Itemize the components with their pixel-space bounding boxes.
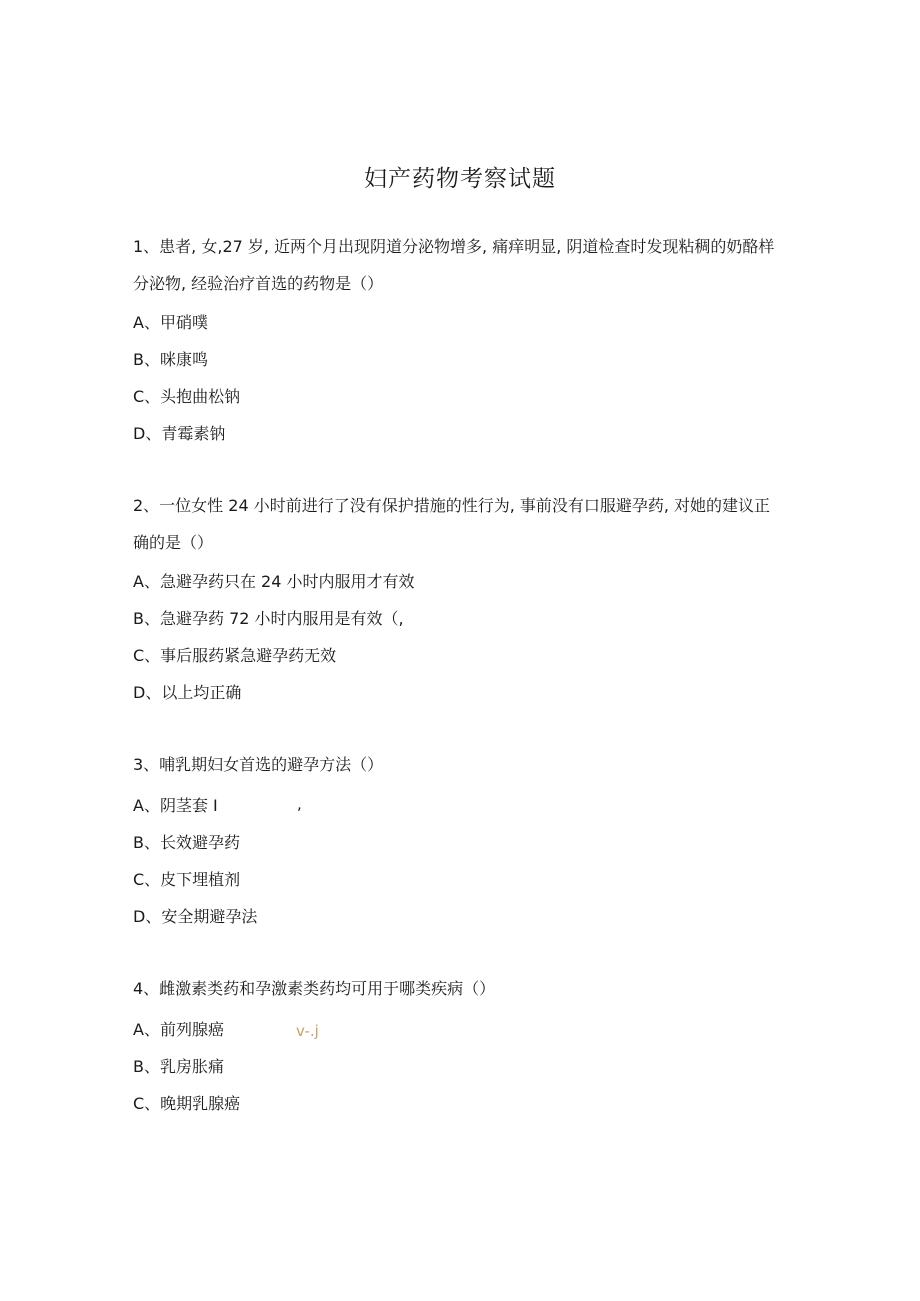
faint-scribble-mark: v-.j	[296, 1022, 319, 1040]
question-3-option-c: C、皮下埋植剂	[133, 870, 241, 889]
question-2-option-b: B、急避孕药 72 小时内服用是有效（,	[133, 609, 404, 628]
question-2-option-c: C、事后服药紧急避孕药无效	[133, 646, 337, 665]
question-3-option-d: D、安全期避孕法	[133, 907, 258, 926]
question-1-option-d: D、青霉素钠	[133, 424, 226, 443]
question-2-text: 2、一位女性 24 小时前进行了没有保护措施的性行为, 事前没有口服避孕药, 对她的建议正确的是（）	[133, 496, 771, 552]
question-3-text: 3、哺乳期妇女首选的避孕方法（）	[133, 755, 384, 774]
question-2-option-a: A、急避孕药只在 24 小时内服用才有效	[133, 572, 415, 591]
stray-comma-mark: ,	[297, 795, 302, 813]
question-3-option-a: A、阴茎套 I	[133, 796, 218, 815]
question-4-option-a: A、前列腺癌	[133, 1020, 224, 1039]
question-1-text: 1、患者, 女,27 岁, 近两个月出现阴道分泌物增多, 痛痒明显, 阴道检查时发现粘稠的奶酪样分泌物, 经验治疗首选的药物是（）	[133, 237, 775, 293]
question-1-option-c: C、头抱曲松钠	[133, 387, 241, 406]
question-1-option-b: B、咪康鸣	[133, 350, 208, 369]
question-4-option-c: C、晚期乳腺癌	[133, 1094, 241, 1113]
question-4-option-b: B、乳房胀痛	[133, 1057, 224, 1076]
question-3-option-b: B、长效避孕药	[133, 833, 240, 852]
question-4-text: 4、雌激素类药和孕激素类药均可用于哪类疾病（）	[133, 979, 496, 998]
question-1-option-a: A、甲硝噗	[133, 313, 208, 332]
page-title: 妇产药物考察试题	[364, 166, 556, 192]
question-2-option-d: D、以上均正确	[133, 683, 242, 702]
